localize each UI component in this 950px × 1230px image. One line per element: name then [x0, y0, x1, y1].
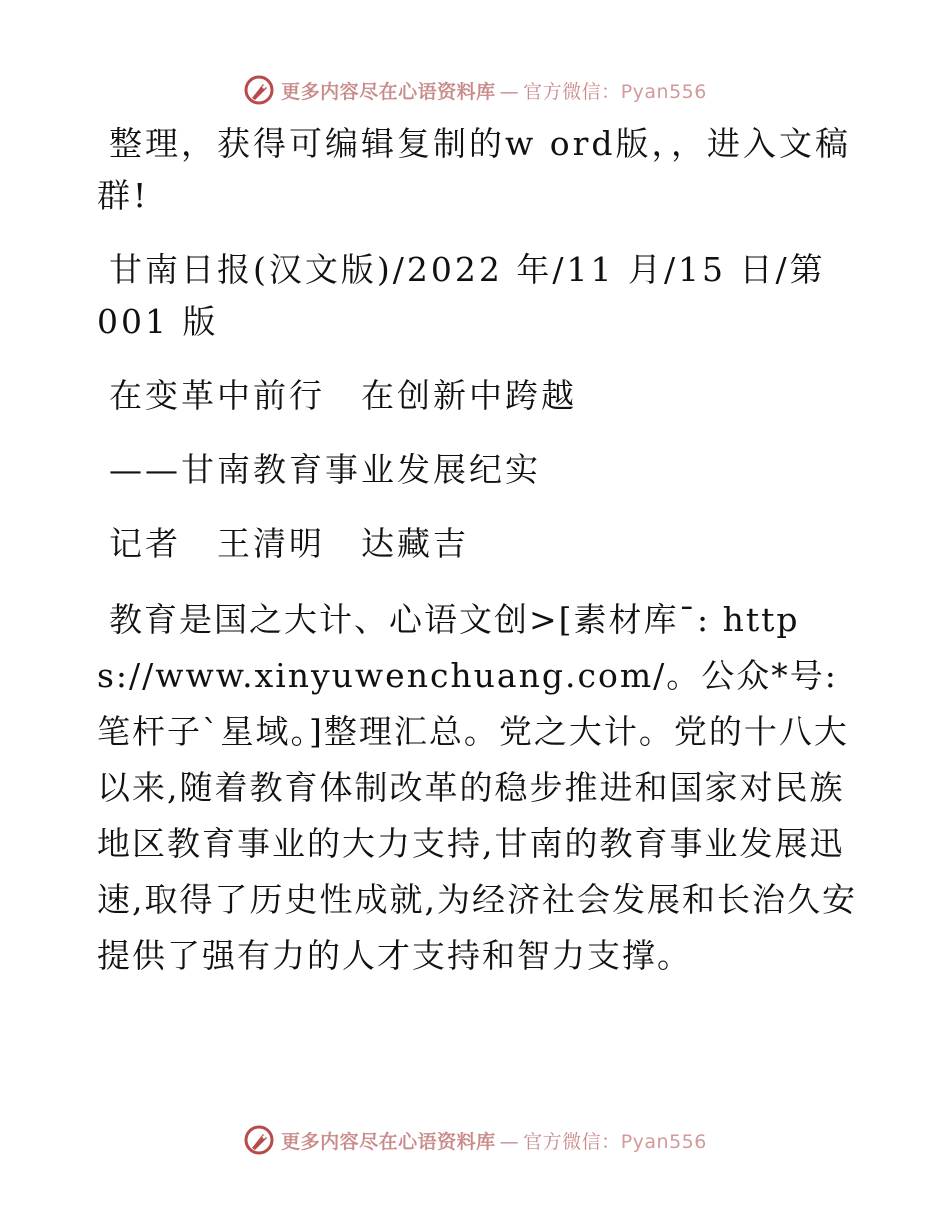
- pen-nib-circle-icon: [243, 1124, 275, 1156]
- footer-watermark: [0, 1120, 950, 1160]
- watermark-official-label: 官方微信：: [523, 80, 621, 103]
- byline: 记者 王清明 达藏吉: [109, 524, 469, 563]
- watermark-group: [243, 74, 707, 106]
- watermark-group: [243, 1124, 707, 1156]
- headline: 在变革中前行 在创新中跨越: [109, 376, 577, 415]
- source-line: 甘南日报(汉文版)/2022 年/11 月/15 日/第 001 版: [97, 250, 826, 341]
- watermark-text: [281, 1127, 707, 1154]
- pen-nib-circle-icon: [243, 74, 275, 106]
- intro-paragraph: 整理，获得可编辑复制的w ord版，，进入文稿群!: [97, 124, 852, 215]
- subheadline: ——甘南教育事业发展纪实: [109, 450, 541, 489]
- watermark-separator: —: [499, 1130, 520, 1153]
- watermark-wechat-id: Pyan556: [620, 1130, 707, 1153]
- watermark-slogan: 更多内容尽在心语资料库: [281, 1130, 496, 1153]
- watermark-official-label: 官方微信：: [523, 1130, 621, 1153]
- watermark-text: [281, 77, 707, 104]
- watermark-separator: —: [499, 80, 520, 103]
- watermark-wechat-id: Pyan556: [620, 80, 707, 103]
- body-paragraph: 教育是国之大计、心语文创>[素材库¯: https://www.xinyuwenchuang.com/。公众*号: 笔杆子`星域。]整理汇总。党之大计。党的十八大以来,随着教育体制改革的稳步推进和国家对民族地区教育事业的大力支持,甘南的教育事业发展迅速,取得了历史性成就,为经济社会发展和长治久安提供了强有力的人才支持和智力支撑。: [97, 600, 857, 975]
- header-watermark: [0, 70, 950, 110]
- document-body: [97, 118, 857, 1006]
- watermark-slogan: 更多内容尽在心语资料库: [281, 80, 496, 103]
